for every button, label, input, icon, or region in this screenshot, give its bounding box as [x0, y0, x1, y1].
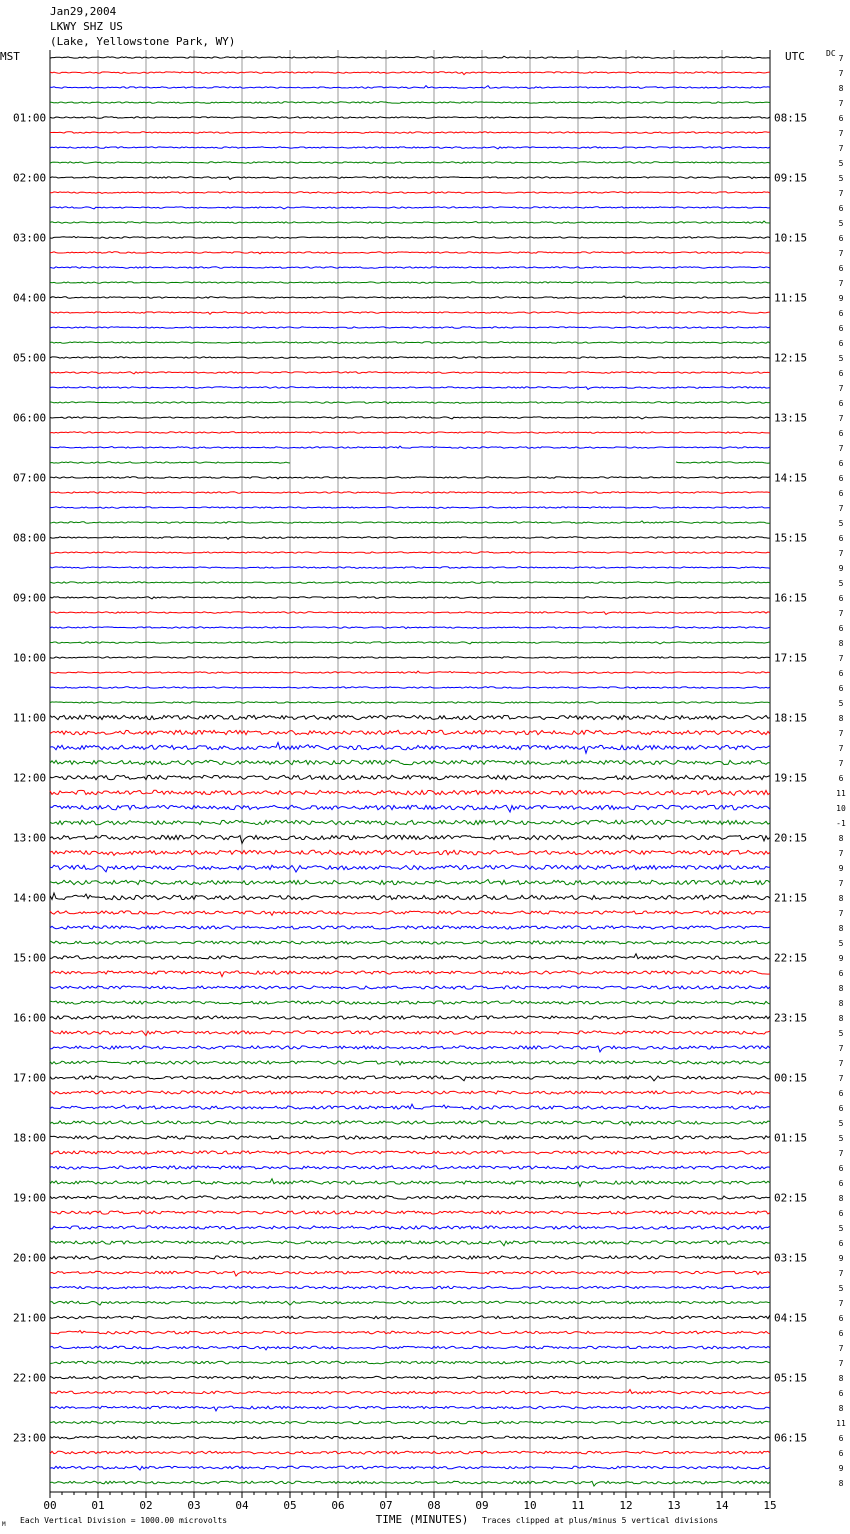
utc-hour-label: 11:15 [774, 291, 808, 305]
trace-row [50, 1046, 770, 1052]
trace-row [50, 236, 770, 238]
mst-axis-label: MST [0, 50, 20, 63]
dc-offset-label: 6 [838, 669, 844, 678]
trace-row [50, 432, 770, 433]
mst-hour-label: 17:00 [13, 1071, 47, 1085]
dc-offset-label: 6 [838, 1329, 844, 1338]
utc-hour-label: 17:15 [774, 651, 808, 665]
x-tick-label: 04 [235, 1499, 249, 1512]
trace-row [50, 642, 770, 644]
x-tick-label: 14 [715, 1499, 729, 1512]
utc-hour-label: 02:15 [774, 1191, 808, 1205]
dc-offset-label: 7 [838, 909, 844, 918]
trace-row [50, 1016, 770, 1020]
trace-row [50, 1241, 770, 1246]
trace-row [50, 1390, 770, 1394]
dc-offset-label: 5 [838, 519, 844, 528]
trace-row [50, 72, 770, 75]
dc-offset-label: 7 [838, 99, 844, 108]
trace-row [50, 1286, 770, 1289]
trace-row [50, 492, 770, 493]
scale-note: Each Vertical Division = 1000.00 microvolts [20, 1516, 228, 1525]
trace-row [50, 1061, 770, 1065]
x-tick-label: 03 [187, 1499, 201, 1512]
dc-offset-label: 7 [838, 849, 844, 858]
dc-offset-label: 7 [838, 144, 844, 153]
dc-offset-label: 6 [838, 264, 844, 273]
dc-offset-label: 6 [838, 489, 844, 498]
trace-row [50, 1091, 770, 1094]
mst-hour-label: 21:00 [13, 1311, 47, 1325]
trace-row [50, 147, 770, 149]
x-tick-label: 15 [763, 1499, 777, 1512]
utc-hour-label: 21:15 [774, 891, 808, 905]
x-tick-label: 12 [619, 1499, 633, 1512]
dc-offset-label: 7 [838, 759, 844, 768]
trace-row [50, 221, 770, 223]
x-tick-label: 02 [139, 1499, 153, 1512]
trace-row [50, 86, 770, 89]
dc-offset-label: 5 [838, 939, 844, 948]
utc-hour-label: 05:15 [774, 1371, 808, 1385]
utc-hour-label: 13:15 [774, 411, 808, 425]
dc-offset-label: 8 [838, 714, 844, 723]
dc-offset-label: 6 [838, 1434, 844, 1443]
dc-offset-label: 5 [838, 1284, 844, 1293]
dc-offset-label: 6 [838, 429, 844, 438]
dc-offset-label: 6 [838, 114, 844, 123]
mst-hour-label: 23:00 [13, 1431, 47, 1445]
mst-hour-label: 18:00 [13, 1131, 47, 1145]
x-tick-label: 13 [667, 1499, 681, 1512]
mst-hour-label: 15:00 [13, 951, 47, 965]
dc-offset-label: 8 [838, 1014, 844, 1023]
dc-offset-label: 7 [838, 1059, 844, 1068]
utc-hour-label: 18:15 [774, 711, 808, 725]
dc-offset-label: 6 [838, 1449, 844, 1458]
dc-offset-label: 7 [838, 129, 844, 138]
dc-offset-label: 9 [838, 954, 844, 963]
corner-mark: M [2, 1521, 6, 1528]
trace-row [50, 790, 770, 795]
trace-row [50, 880, 770, 885]
trace-row [50, 702, 770, 703]
utc-hour-label: 22:15 [774, 951, 808, 965]
dc-offset-label: 7 [838, 654, 844, 663]
dc-offset-label: 9 [838, 864, 844, 873]
clip-note: Traces clipped at plus/minus 5 vertical divisions [482, 1516, 719, 1525]
trace-row [50, 597, 770, 599]
utc-hour-label: 16:15 [774, 591, 808, 605]
trace-row [50, 117, 770, 118]
dc-offset-label: 7 [838, 1269, 844, 1278]
mst-hour-label: 22:00 [13, 1371, 47, 1385]
dc-offset-label: 7 [838, 189, 844, 198]
mst-hour-label: 12:00 [13, 771, 47, 785]
dc-offset-label: 5 [838, 219, 844, 228]
trace-row [50, 743, 770, 754]
utc-hour-label: 19:15 [774, 771, 808, 785]
header-location: (Lake, Yellowstone Park, WY) [50, 35, 236, 48]
trace-row [50, 760, 770, 764]
trace-row [50, 1151, 770, 1154]
trace-row [50, 850, 770, 855]
utc-hour-label: 01:15 [774, 1131, 808, 1145]
trace-row [50, 835, 770, 843]
dc-offset-label: 5 [838, 579, 844, 588]
trace-row [50, 477, 770, 479]
mst-hour-label: 03:00 [13, 231, 47, 245]
utc-hour-label: 03:15 [774, 1251, 808, 1265]
trace-row [50, 1346, 770, 1350]
utc-axis-label: UTC [785, 50, 805, 63]
dc-offset-label: 6 [838, 369, 844, 378]
trace-row [50, 1481, 770, 1486]
dc-offset-label: 8 [838, 1374, 844, 1383]
trace-row [50, 893, 770, 900]
dc-offset-label: 6 [838, 1104, 844, 1113]
dc-offset-label: 9 [838, 294, 844, 303]
dc-offset-label: 6 [838, 969, 844, 978]
trace-row [50, 1001, 770, 1004]
trace-row [50, 657, 770, 658]
trace-row [50, 1226, 770, 1230]
x-tick-label: 07 [379, 1499, 393, 1512]
dc-offset-label: 7 [838, 414, 844, 423]
trace-row [50, 1121, 770, 1126]
trace-row [50, 627, 770, 629]
dc-offset-label: 8 [838, 984, 844, 993]
x-tick-label: 06 [331, 1499, 345, 1512]
trace-row [50, 521, 770, 523]
trace-row [50, 1179, 770, 1187]
trace-row [50, 775, 770, 779]
dc-offset-label: 6 [838, 774, 844, 783]
dc-offset-label: 7 [838, 1149, 844, 1158]
trace-row [50, 162, 770, 163]
dc-offset-label: 7 [838, 549, 844, 558]
trace-row [50, 282, 770, 283]
dc-offset-label: 6 [838, 1239, 844, 1248]
mst-hour-label: 14:00 [13, 891, 47, 905]
trace-row [50, 820, 770, 824]
trace-row [50, 941, 770, 944]
trace-row [50, 462, 770, 463]
trace-row [50, 687, 770, 689]
dc-offset-label: 9 [838, 1254, 844, 1263]
trace-row [50, 327, 770, 328]
dc-offset-label: 11 [836, 789, 846, 798]
trace-row [50, 1436, 770, 1439]
dc-offset-label: 7 [838, 444, 844, 453]
utc-hour-label: 12:15 [774, 351, 808, 365]
dc-offset-label: 8 [838, 1404, 844, 1413]
mst-hour-label: 08:00 [13, 531, 47, 545]
trace-row [50, 342, 770, 343]
dc-offset-label: 6 [838, 1164, 844, 1173]
dc-offset-label: 5 [838, 174, 844, 183]
trace-row [50, 1331, 770, 1334]
utc-hour-label: 09:15 [774, 171, 808, 185]
trace-row [50, 865, 770, 872]
utc-hour-label: 10:15 [774, 231, 808, 245]
x-tick-label: 11 [571, 1499, 585, 1512]
trace-row [50, 402, 770, 404]
dc-offset-label: 9 [838, 1464, 844, 1473]
dc-offset-label: 9 [838, 564, 844, 573]
dc-offset-label: 6 [838, 1389, 844, 1398]
mst-hour-label: 11:00 [13, 711, 47, 725]
trace-row [50, 926, 770, 929]
dc-offset-label: 5 [838, 1029, 844, 1038]
mst-hour-label: 20:00 [13, 1251, 47, 1265]
x-tick-label: 08 [427, 1499, 441, 1512]
mst-hour-label: 05:00 [13, 351, 47, 365]
dc-offset-label: 7 [838, 504, 844, 513]
utc-hour-label: 14:15 [774, 471, 808, 485]
trace-row [50, 1451, 770, 1454]
dc-offset-label: 6 [838, 1314, 844, 1323]
trace-row [50, 1466, 770, 1470]
dc-offset-label: 6 [838, 1179, 844, 1188]
trace-row [50, 267, 770, 268]
dc-offset-label: 7 [838, 744, 844, 753]
dc-offset-label: 7 [838, 729, 844, 738]
mst-hour-label: 19:00 [13, 1191, 47, 1205]
trace-row [50, 102, 770, 103]
dc-offset-label: 8 [838, 924, 844, 933]
mst-hour-label: 10:00 [13, 651, 47, 665]
dc-offset-label: 6 [838, 1209, 844, 1218]
mst-hour-label: 07:00 [13, 471, 47, 485]
dc-offset-label: 7 [838, 279, 844, 288]
dc-offset-label: 7 [838, 54, 844, 63]
utc-hour-label: 08:15 [774, 111, 808, 125]
mst-hour-label: 16:00 [13, 1011, 47, 1025]
trace-row [50, 372, 770, 374]
x-axis-title: TIME (MINUTES) [375, 1513, 469, 1526]
dc-offset-label: 6 [838, 399, 844, 408]
trace-row [50, 56, 770, 58]
dc-offset-label: 7 [838, 1074, 844, 1083]
dc-offset-label: 8 [838, 84, 844, 93]
trace-row [50, 612, 770, 615]
dc-offset-label: 6 [838, 309, 844, 318]
dc-offset-label: 6 [838, 684, 844, 693]
x-tick-label: 09 [475, 1499, 489, 1512]
dc-offset-label: 11 [836, 1419, 846, 1428]
trace-row [50, 1315, 770, 1319]
trace-row [50, 417, 770, 419]
trace-row [50, 986, 770, 989]
dc-offset-label: 8 [838, 639, 844, 648]
header-station: LKWY SHZ US [50, 20, 123, 33]
trace-row [50, 911, 770, 916]
dc-offset-label: 7 [838, 1359, 844, 1368]
trace-row [50, 1166, 770, 1169]
trace-row [50, 1196, 770, 1199]
dc-offset-label: 5 [838, 699, 844, 708]
dc-offset-label: 6 [838, 624, 844, 633]
utc-hour-label: 20:15 [774, 831, 808, 845]
mst-hour-label: 04:00 [13, 291, 47, 305]
trace-row [50, 446, 770, 448]
trace-row [50, 192, 770, 194]
trace-row [50, 252, 770, 254]
dc-offset-label: 7 [838, 609, 844, 618]
dc-offset-label: 6 [838, 204, 844, 213]
trace-row [50, 671, 770, 673]
header-date: Jan29,2004 [50, 5, 117, 18]
dc-offset-label: 6 [838, 459, 844, 468]
dc-offset-label: 7 [838, 69, 844, 78]
dc-offset-label: 8 [838, 1194, 844, 1203]
x-tick-label: 10 [523, 1499, 537, 1512]
dc-offset-label: 5 [838, 159, 844, 168]
trace-row [50, 1136, 770, 1139]
dc-offset-label: 5 [838, 1134, 844, 1143]
dc-offset-label: 7 [838, 1344, 844, 1353]
trace-row [50, 1361, 770, 1364]
dc-offset-label: 6 [838, 234, 844, 243]
trace-row [50, 537, 770, 540]
trace-row [50, 1271, 770, 1276]
trace-row [50, 312, 770, 315]
utc-hour-label: 06:15 [774, 1431, 808, 1445]
trace-row [50, 1076, 770, 1081]
trace-row [50, 971, 770, 977]
dc-offset-label: 8 [838, 894, 844, 903]
dc-offset-label: 6 [838, 339, 844, 348]
dc-offset-label: 7 [838, 1044, 844, 1053]
dc-offset-label: 6 [838, 1089, 844, 1098]
mst-hour-label: 01:00 [13, 111, 47, 125]
trace-row [50, 1104, 770, 1109]
dc-offset-label: 7 [838, 879, 844, 888]
trace-row [50, 1301, 770, 1305]
dc-offset-label: 5 [838, 1119, 844, 1128]
trace-row [50, 207, 770, 209]
utc-hour-label: 00:15 [774, 1071, 808, 1085]
trace-row [50, 715, 770, 719]
trace-row [50, 567, 770, 568]
dc-offset-label: 7 [838, 384, 844, 393]
mst-hour-label: 06:00 [13, 411, 47, 425]
x-tick-label: 00 [43, 1499, 57, 1512]
trace-row [50, 1406, 770, 1411]
dc-offset-label: 10 [836, 804, 846, 813]
trace-row [50, 1376, 770, 1379]
dc-offset-label: 8 [838, 1479, 844, 1488]
dc-offset-label: 5 [838, 1224, 844, 1233]
trace-row [50, 387, 770, 390]
dc-offset-label: 7 [838, 1299, 844, 1308]
dc-offset-label: 6 [838, 594, 844, 603]
trace-row [50, 730, 770, 734]
dc-column-label: DC [826, 49, 836, 58]
trace-row [50, 357, 770, 359]
x-tick-label: 01 [91, 1499, 105, 1512]
dc-offset-label: -1 [836, 819, 846, 828]
trace-row [50, 1211, 770, 1214]
dc-offset-label: 8 [838, 834, 844, 843]
trace-row [50, 954, 770, 959]
trace-row [50, 177, 770, 180]
utc-hour-label: 15:15 [774, 531, 808, 545]
trace-row [50, 1421, 770, 1424]
utc-hour-label: 04:15 [774, 1311, 808, 1325]
dc-offset-label: 7 [838, 249, 844, 258]
dc-offset-label: 5 [838, 354, 844, 363]
dc-offset-label: 8 [838, 999, 844, 1008]
dc-offset-label: 6 [838, 534, 844, 543]
trace-row [50, 1031, 770, 1036]
mst-hour-label: 09:00 [13, 591, 47, 605]
dc-offset-label: 6 [838, 474, 844, 483]
trace-row [50, 132, 770, 134]
x-tick-label: 05 [283, 1499, 297, 1512]
trace-row [50, 1256, 770, 1259]
trace-row [50, 507, 770, 508]
trace-row [50, 805, 770, 812]
trace-row [50, 552, 770, 553]
dc-offset-label: 6 [838, 324, 844, 333]
mst-hour-label: 13:00 [13, 831, 47, 845]
utc-hour-label: 23:15 [774, 1011, 808, 1025]
mst-hour-label: 02:00 [13, 171, 47, 185]
trace-row [50, 296, 770, 298]
trace-row [50, 582, 770, 584]
